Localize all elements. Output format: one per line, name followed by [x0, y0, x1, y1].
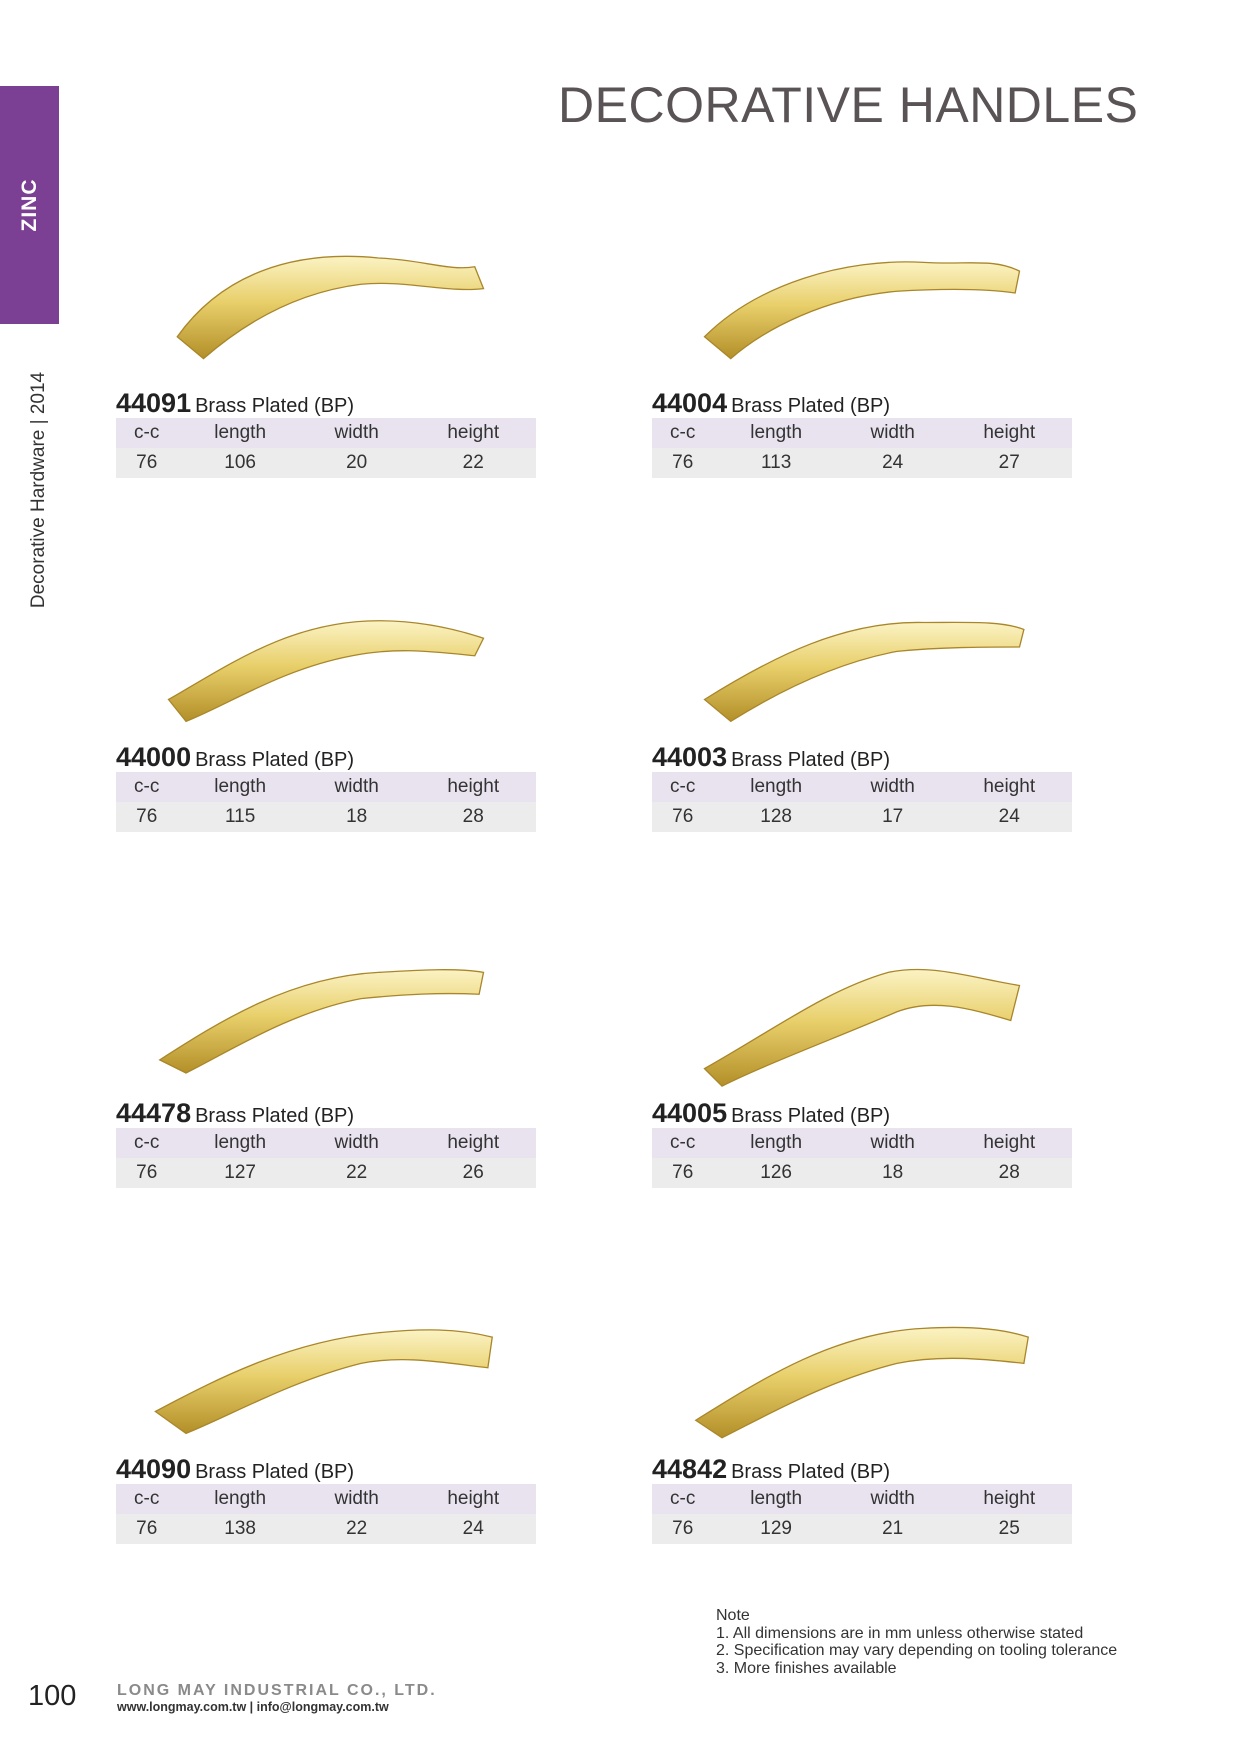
spec-header-length: length	[177, 1484, 303, 1514]
spec-header-cc: c-c	[652, 772, 713, 802]
spec-table	[116, 1128, 536, 1188]
spec-header-width: width	[839, 1128, 947, 1158]
note-line: 3. More finishes available	[716, 1659, 897, 1677]
spec-value-height: 26	[410, 1158, 536, 1188]
product-code: 44005	[652, 1098, 728, 1128]
product-finish: Brass Plated (BP)	[195, 1105, 355, 1127]
spec-header-height: height	[946, 1128, 1072, 1158]
spec-value-width: 24	[839, 448, 947, 478]
spec-header-cc: c-c	[652, 1128, 713, 1158]
side-tab	[0, 86, 59, 324]
spec-table	[652, 418, 1072, 478]
spec-value-length: 138	[177, 1514, 303, 1544]
product-heading	[652, 388, 1072, 418]
product-finish: Brass Plated (BP)	[195, 1461, 355, 1483]
product-code: 44090	[116, 1454, 192, 1484]
spec-header-width: width	[303, 1128, 411, 1158]
spec-header-height: height	[946, 1484, 1072, 1514]
spec-value-length: 106	[177, 448, 303, 478]
spec-header-width: width	[303, 772, 411, 802]
spec-header-height: height	[410, 772, 536, 802]
spec-header-cc: c-c	[116, 772, 177, 802]
spec-value-height: 28	[946, 1158, 1072, 1188]
spec-value-height: 25	[946, 1514, 1072, 1544]
spec-value-row	[116, 448, 536, 478]
company-contact: www.longmay.com.tw | info@longmay.com.tw	[117, 1700, 389, 1714]
spec-value-cc: 76	[116, 1514, 177, 1544]
spec-header-width: width	[839, 1484, 947, 1514]
spec-value-height: 24	[410, 1514, 536, 1544]
spec-header-row	[116, 1484, 536, 1514]
spec-table	[652, 772, 1072, 832]
spec-value-row	[652, 1514, 1072, 1544]
spec-table	[652, 1484, 1072, 1544]
spec-value-length: 127	[177, 1158, 303, 1188]
note-line: 1. All dimensions are in mm unless otherwise stated	[716, 1624, 1084, 1642]
handle-image	[652, 552, 1072, 742]
spec-value-length: 115	[177, 802, 303, 832]
spec-header-length: length	[177, 1128, 303, 1158]
spec-value-height: 27	[946, 448, 1072, 478]
spec-value-row	[116, 1514, 536, 1544]
spec-value-width: 20	[303, 448, 411, 478]
product-heading	[116, 1098, 536, 1128]
spec-header-length: length	[713, 1484, 839, 1514]
handle-image	[652, 198, 1072, 388]
product-card	[116, 742, 536, 832]
spec-value-row	[116, 1158, 536, 1188]
product-code: 44478	[116, 1098, 192, 1128]
product-code: 44842	[652, 1454, 728, 1484]
spec-value-width: 18	[839, 1158, 947, 1188]
product-card	[652, 1098, 1072, 1188]
product-heading	[116, 742, 536, 772]
handle-image	[116, 1264, 536, 1454]
spec-table	[116, 418, 536, 478]
spec-value-length: 126	[713, 1158, 839, 1188]
spec-value-row	[652, 802, 1072, 832]
spec-header-width: width	[839, 772, 947, 802]
product-code: 44000	[116, 742, 192, 772]
product-heading	[116, 388, 536, 418]
spec-value-row	[116, 802, 536, 832]
product-finish: Brass Plated (BP)	[731, 749, 891, 771]
spec-header-row	[116, 418, 536, 448]
spec-header-row	[116, 1128, 536, 1158]
product-code: 44091	[116, 388, 192, 418]
spec-header-height: height	[946, 772, 1072, 802]
product-finish: Brass Plated (BP)	[195, 749, 355, 771]
spec-value-cc: 76	[116, 1158, 177, 1188]
product-card	[652, 1454, 1072, 1544]
product-heading	[652, 1454, 1072, 1484]
product-finish: Brass Plated (BP)	[731, 395, 891, 417]
spec-value-height: 24	[946, 802, 1072, 832]
spec-value-cc: 76	[652, 802, 713, 832]
spec-value-row	[652, 448, 1072, 478]
spec-header-cc: c-c	[116, 1484, 177, 1514]
spec-header-height: height	[410, 1128, 536, 1158]
spec-value-cc: 76	[116, 448, 177, 478]
spec-header-row	[652, 772, 1072, 802]
spec-header-height: height	[410, 418, 536, 448]
spec-value-cc: 76	[652, 448, 713, 478]
spec-header-cc: c-c	[652, 1484, 713, 1514]
handle-image	[652, 1264, 1072, 1454]
spec-table	[116, 1484, 536, 1544]
product-card	[652, 388, 1072, 478]
spec-value-cc: 76	[652, 1158, 713, 1188]
spec-header-width: width	[839, 418, 947, 448]
spec-value-height: 22	[410, 448, 536, 478]
spec-value-width: 18	[303, 802, 411, 832]
side-tab-label: ZINC	[17, 178, 41, 232]
product-finish: Brass Plated (BP)	[731, 1105, 891, 1127]
product-heading	[652, 742, 1072, 772]
spec-value-row	[652, 1158, 1072, 1188]
product-finish: Brass Plated (BP)	[731, 1461, 891, 1483]
spec-header-cc: c-c	[652, 418, 713, 448]
spec-header-length: length	[713, 1128, 839, 1158]
product-card	[116, 388, 536, 478]
spec-value-width: 21	[839, 1514, 947, 1544]
spec-header-height: height	[946, 418, 1072, 448]
spec-header-length: length	[713, 418, 839, 448]
handle-image	[116, 908, 536, 1098]
product-finish: Brass Plated (BP)	[195, 395, 355, 417]
spec-header-row	[652, 1484, 1072, 1514]
product-heading	[652, 1098, 1072, 1128]
handle-image	[116, 552, 536, 742]
spec-header-length: length	[177, 418, 303, 448]
spec-table	[652, 1128, 1072, 1188]
company-name: LONG MAY INDUSTRIAL CO., LTD.	[117, 1682, 437, 1699]
spec-header-width: width	[303, 1484, 411, 1514]
page-title: DECORATIVE HANDLES	[558, 77, 1139, 133]
spec-value-width: 22	[303, 1514, 411, 1544]
spec-value-height: 28	[410, 802, 536, 832]
spec-table	[116, 772, 536, 832]
spec-header-cc: c-c	[116, 418, 177, 448]
spec-header-row	[116, 772, 536, 802]
side-caption: Decorative Hardware | 2014	[28, 371, 49, 609]
handle-image	[116, 198, 536, 388]
note-line: 2. Specification may vary depending on tooling tolerance	[716, 1642, 1118, 1659]
spec-header-width: width	[303, 418, 411, 448]
spec-value-length: 113	[713, 448, 839, 478]
spec-header-row	[652, 1128, 1072, 1158]
note	[716, 1607, 1117, 1677]
product-code: 44004	[652, 388, 728, 418]
spec-header-length: length	[177, 772, 303, 802]
product-heading	[116, 1454, 536, 1484]
handle-image	[652, 908, 1072, 1098]
product-card	[116, 1098, 536, 1188]
spec-header-length: length	[713, 772, 839, 802]
spec-header-row	[652, 418, 1072, 448]
spec-value-width: 17	[839, 802, 947, 832]
page-number: 100	[28, 1680, 77, 1712]
spec-value-cc: 76	[652, 1514, 713, 1544]
spec-header-cc: c-c	[116, 1128, 177, 1158]
product-code: 44003	[652, 742, 728, 772]
spec-value-cc: 76	[116, 802, 177, 832]
product-card	[652, 742, 1072, 832]
product-card	[116, 1454, 536, 1544]
spec-header-height: height	[410, 1484, 536, 1514]
spec-value-width: 22	[303, 1158, 411, 1188]
spec-value-length: 129	[713, 1514, 839, 1544]
spec-value-length: 128	[713, 802, 839, 832]
note-title: Note	[716, 1607, 750, 1624]
